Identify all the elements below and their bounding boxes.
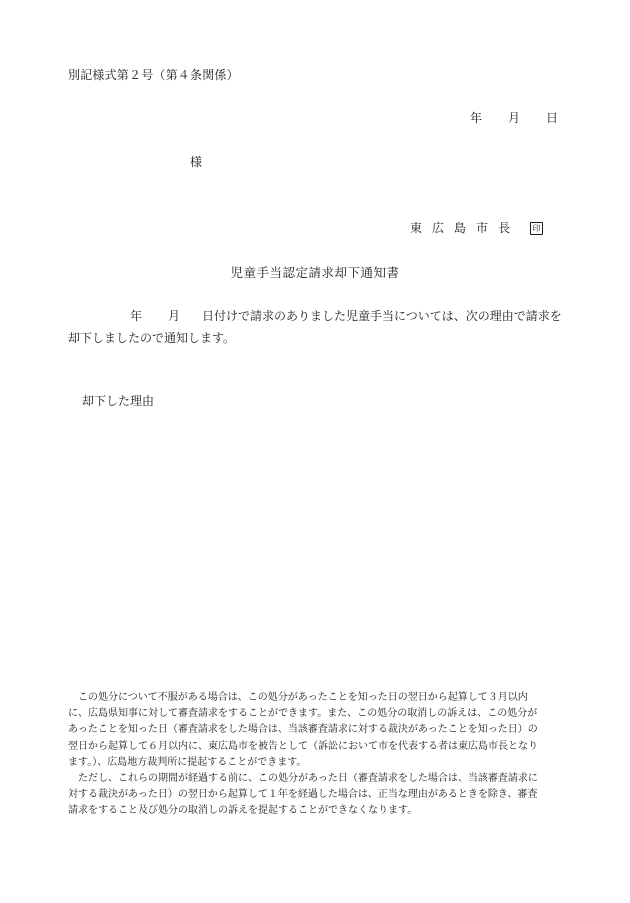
date-month-label: 月 (508, 111, 521, 125)
seal-mark: 印 (530, 222, 543, 235)
notice-line: この処分について不服がある場合は、この処分があったことを知った日の翌日から起算して３月以内 (78, 692, 528, 703)
form-number: 別記様式第２号（第４条関係） (68, 68, 239, 82)
notice-line: に、広島県知事に対して審査請求をすることができます。また、この処分の取消しの訴えは、この処分が (68, 708, 538, 720)
notice-line: あったことを知った日（審査請求をした場合は、当該審査請求に対する裁決があったことを知った日）の (68, 724, 538, 736)
notice-line: ただし、これらの期間が経過する前に、この処分があった日（審査請求をした場合は、当該審査請求に (78, 773, 538, 785)
notice-line: 対する裁決があった日）の翌日から起算して１年を経過した場合は、正当な理由があるときを除き、審査 (68, 789, 538, 801)
body-year-label: 年 (130, 309, 143, 323)
document-title: 児童手当認定請求却下通知書 (230, 265, 400, 280)
issuer-char: 市 (476, 221, 489, 235)
issuer-char: 長 (498, 221, 511, 235)
appeal-notice (68, 690, 583, 820)
body-line-2: 却下しましたので通知します。 (68, 331, 236, 345)
body-line-1-text: 日付けで請求のありました児童手当については、次の理由で請求を (202, 309, 562, 323)
body-line-1 (68, 305, 578, 327)
body-month-label: 月 (168, 309, 181, 323)
date-day-label: 日 (546, 111, 559, 125)
notice-line: 翌日から起算して６月以内に、東広島市を被告として（訴訟において市を代表する者は東広島市長となり (68, 740, 538, 752)
date-year-label: 年 (470, 111, 483, 125)
notice-line: 請求をすること及び処分の取消しの訴えを提起することができなくなります。 (68, 805, 418, 817)
addressee-suffix: 様 (190, 155, 203, 169)
date-line (470, 109, 558, 126)
reason-label: 却下した理由 (82, 394, 155, 408)
notice-line: ます。）、広島地方裁判所に提起することができます。 (68, 756, 307, 768)
issuer-char: 島 (454, 221, 467, 235)
issuer-char: 東 (410, 221, 423, 235)
issuer-char: 広 (432, 221, 445, 235)
body-text (68, 305, 578, 349)
issuer (410, 219, 543, 236)
